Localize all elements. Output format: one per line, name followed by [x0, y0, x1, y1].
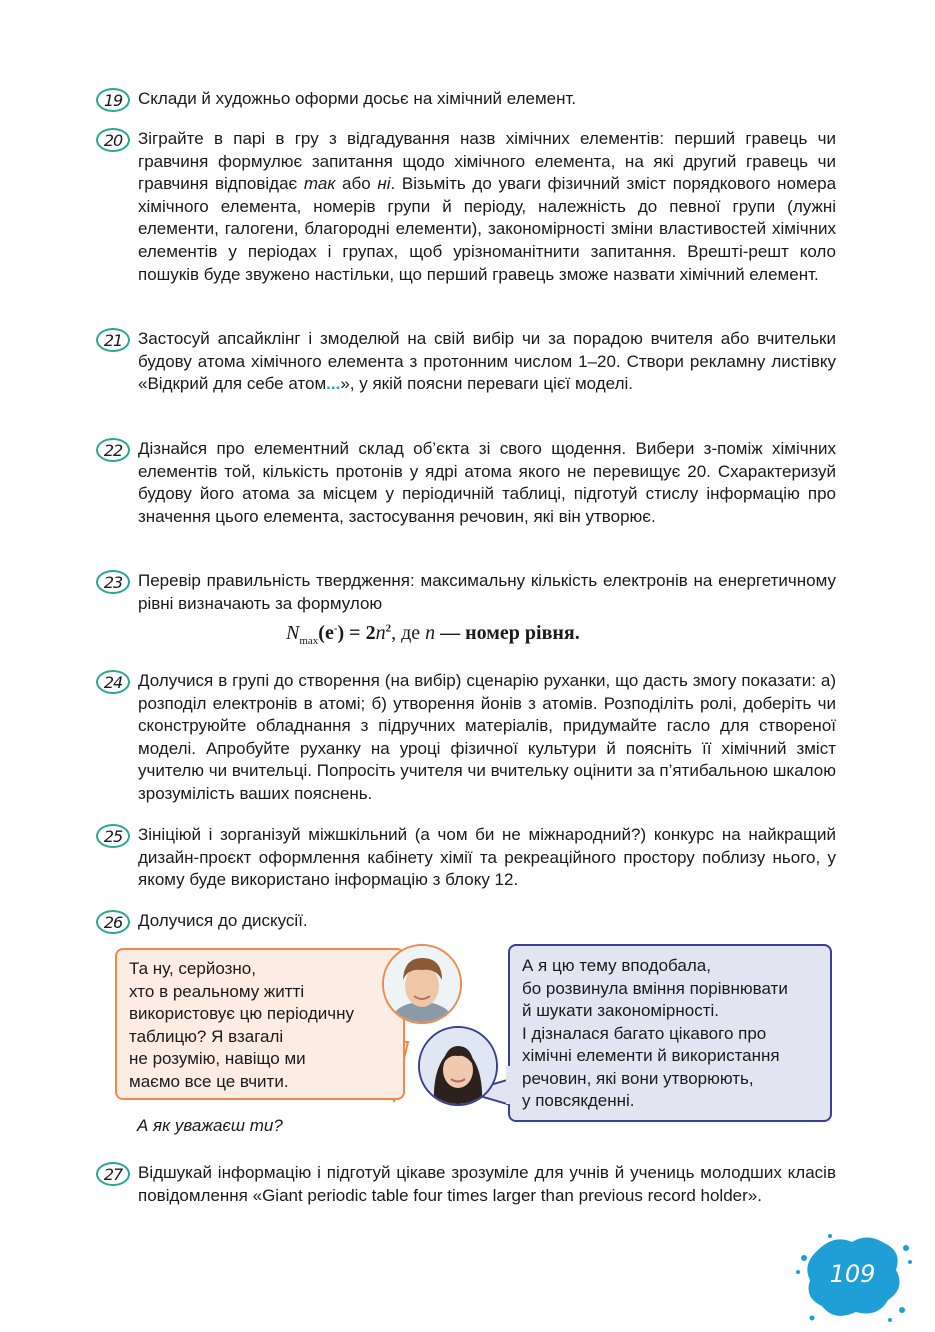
task-number: 23 — [96, 570, 130, 594]
bubble-line: хімічні елементи й використання — [522, 1046, 780, 1065]
task-19 — [96, 88, 836, 111]
task-number: 26 — [96, 910, 130, 934]
task-23 — [96, 570, 836, 615]
girl-avatar — [418, 1026, 498, 1106]
task-number: 21 — [96, 328, 130, 352]
task-26 — [96, 910, 836, 933]
bubble-line: бо розвинула вміння порівнювати — [522, 978, 788, 998]
bubble-line: А я цю тему вподобала, — [522, 956, 711, 975]
task-number: 22 — [96, 438, 130, 462]
task-25 — [96, 824, 836, 892]
bubble-line: не розумію, навіщо ми — [129, 1049, 306, 1068]
page-number: 109 — [829, 1260, 876, 1288]
discussion-question: А як уважаєш ти? — [137, 1116, 283, 1135]
bubble-line: використовує цю періодичну — [129, 1004, 355, 1023]
task-text: Склади й художньо оформи досьє на хімічний елемент. — [138, 89, 577, 108]
task-number: 20 — [96, 128, 130, 152]
task-text: Застосуй апсайклінг і змоделюй на свій вибір чи за порадою вчителя або вчительки будову атома хімічного елемента з протонним числом 1–20. Створи рекламну листівку «Відкрий для себе атом...», у якій поясни переваги цієї моделі. — [138, 329, 836, 394]
speech-bubble-girl — [508, 944, 832, 1122]
task-24 — [96, 670, 836, 806]
bubble-line: Та ну, серйозно, — [129, 959, 256, 978]
task-text: Зініціюй і зорганізуй міжшкільний (а чом би не міжнародний?) конкурс на найкращий дизайн-проєкт оформлення кабінету хімії та рекреаційного простору поблизу нього, у якому буде використано інформацію з блоку 12. — [138, 825, 836, 890]
task-text: Зіграйте в парі в гру з відгадування назв хімічних елементів: перший гравець чи гравчиня формулює запитання щодо хімічного елемента, на які другий гравець чи гравчиня відповідає так або ні. Візьміть до уваги фізичний зміст порядкового номера хімічного елемента, номерів групи й періоду, належність до певної групи (лужні елементи, галогени, благородні елементи), закономірності зміни властивостей хімічних елементів у періодах і групах, щоб урізноманітнити запитання. Врешті-решт коло пошуків буде звужено настільки, що перший гравець зможе назвати хімічний елемент. — [138, 129, 837, 284]
bubble-line: у повсякденні. — [522, 1091, 635, 1110]
bubble-line: й шукати закономірності. — [522, 1001, 719, 1020]
task-number: 19 — [96, 88, 130, 112]
task-text: Дізнайся про елементний склад об’єкта зі свого щодення. Вибери з-поміж хімічних елементів той, кількість протонів у ядрі атома якого не перевищує 20. Схарактеризуй будову його атома за місцем у періодичній таблиці, підготуй стислу інформацію про значення цього елемента, застосування речовин, які він утворює. — [138, 439, 836, 526]
bubble-tail-cover — [506, 1066, 512, 1104]
task-text: Відшукай інформацію і підготуй цікаве зрозуміле для учнів й учениць молодших класів повідомлення «Giant periodic table four times larger than previous record holder». — [138, 1163, 836, 1205]
task-21 — [96, 328, 836, 396]
bubble-line: маємо все це вчити. — [129, 1071, 289, 1091]
task-27 — [96, 1162, 836, 1207]
task-20 — [96, 128, 836, 286]
task-22 — [96, 438, 836, 528]
task-text: Долучися в групі до створення (на вибір) сценарію руханки, що дасть змогу показати: а) розподіл електронів в атомі; б) утворення йонів з атомів. Розподіліть ролі, доберіть чи сконструюйте обладнання з підручних матеріалів, придумайте гасло для створеної моделі. Апробуйте руханку на уроці фізичної культури й поясніть її хімічний зміст учителю чи вчительці. Попросіть учителя чи вчительку оцінити за п’ятибальною шкалою зрозумілість ваших пояснень. — [138, 671, 836, 803]
task-number: 25 — [96, 824, 130, 848]
bubble-line: хто в реальному житті — [129, 981, 305, 1001]
formula: $N_{max}(e^-) = 2n^2$, де n — номер рівня. — [286, 622, 580, 647]
bubble-line: речовин, які вони утворюють, — [522, 1068, 754, 1088]
task-text: Долучися до дискусії. — [138, 911, 308, 930]
bubble-line: таблицю? Я взагалі — [129, 1026, 284, 1046]
page-number-badge — [790, 1228, 915, 1328]
boy-avatar — [382, 944, 462, 1024]
task-number: 24 — [96, 670, 130, 694]
speech-bubble-boy — [115, 948, 405, 1100]
task-text: Перевір правильність твердження: максимальну кількість електронів на енергетичному рівні визначають за формулою — [138, 571, 836, 613]
bubble-line: І дізналася багато цікавого про — [522, 1023, 767, 1043]
task-number: 27 — [96, 1162, 130, 1186]
